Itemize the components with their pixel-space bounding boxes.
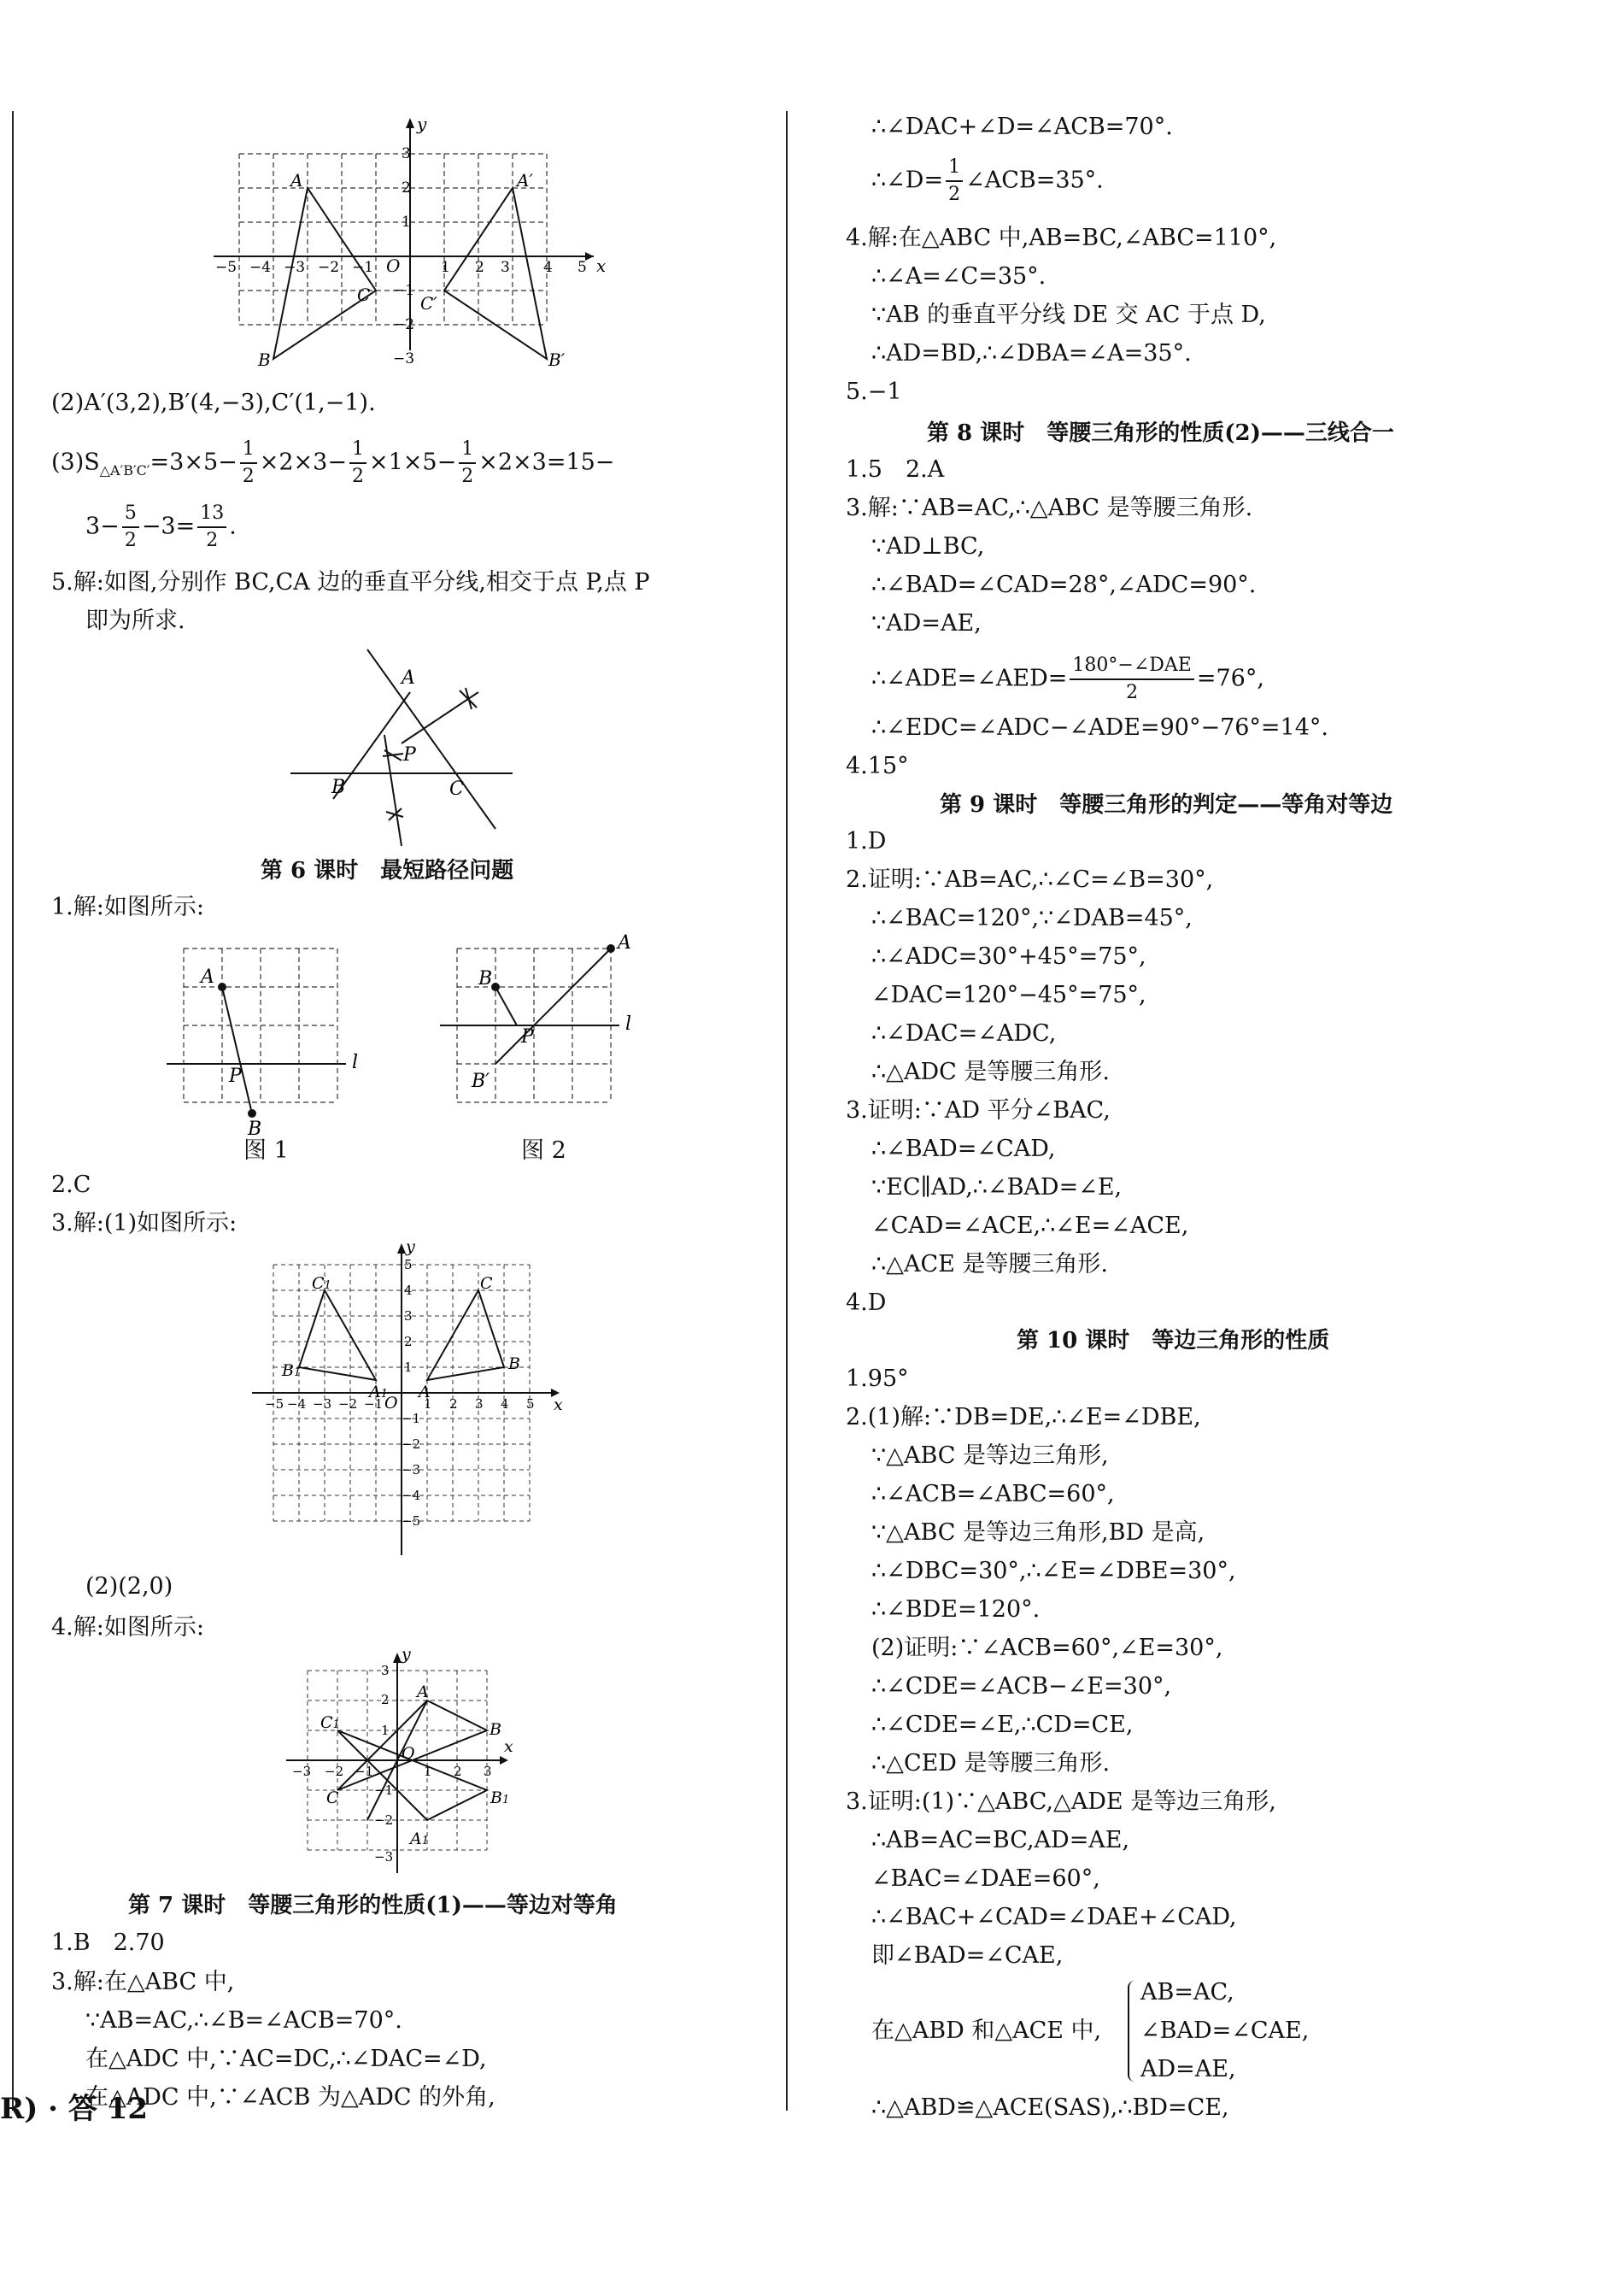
svg-text:−3: −3 bbox=[284, 259, 306, 276]
answer-line: 3.解:在△ABC 中, bbox=[51, 1969, 235, 1995]
svg-text:5: 5 bbox=[577, 259, 587, 276]
numerator: 1 bbox=[349, 440, 366, 464]
svg-text:A: A bbox=[419, 1383, 431, 1401]
svg-text:3: 3 bbox=[475, 1396, 484, 1412]
system-brace bbox=[1128, 1981, 1138, 2082]
svg-text:y: y bbox=[402, 1645, 411, 1664]
svg-text:−3: −3 bbox=[292, 1764, 312, 1779]
answer-line: ∴△ACE 是等腰三角形. bbox=[871, 1251, 1108, 1277]
svg-text:1: 1 bbox=[424, 1764, 432, 1779]
svg-text:A: A bbox=[618, 932, 631, 954]
svg-text:1: 1 bbox=[404, 1360, 413, 1375]
svg-text:B: B bbox=[478, 968, 493, 990]
svg-text:−1: −1 bbox=[364, 1396, 384, 1412]
svg-text:−1: −1 bbox=[393, 282, 415, 299]
svg-text:3: 3 bbox=[381, 1663, 390, 1678]
fraction bbox=[459, 440, 476, 486]
answer-line: ∴∠BAD=∠CAD, bbox=[871, 1136, 1056, 1162]
shortest-path-figure-2 bbox=[436, 931, 649, 1102]
answer-line: ∴∠DBC=30°,∴∠E=∠DBE=30°, bbox=[871, 1558, 1236, 1584]
svg-text:P: P bbox=[229, 1066, 242, 1087]
svg-text:1: 1 bbox=[381, 1723, 390, 1738]
svg-text:y: y bbox=[417, 114, 427, 134]
svg-text:C1: C1 bbox=[312, 1274, 331, 1293]
svg-text:A1: A1 bbox=[369, 1383, 389, 1401]
answer-line: 3.证明:∵AD 平分∠BAC, bbox=[846, 1097, 1111, 1124]
svg-text:C: C bbox=[480, 1274, 493, 1293]
answer-line: ∴∠BAD=∠CAD=28°,∠ADC=90°. bbox=[871, 572, 1257, 598]
numerator: 1 bbox=[946, 158, 963, 182]
answer-line: ∴∠BAC=120°,∵∠DAB=45°, bbox=[871, 905, 1193, 931]
svg-text:−3: −3 bbox=[393, 350, 415, 367]
denominator: 2 bbox=[948, 184, 961, 205]
svg-text:−2: −2 bbox=[374, 1812, 394, 1828]
answer-line: ∵AB=AC,∴∠B=∠ACB=70°. bbox=[85, 2007, 402, 2034]
answer-line: ∵AD⊥BC, bbox=[871, 533, 985, 560]
answer-line: ∴∠BDE=120°. bbox=[871, 1596, 1041, 1623]
subscript: △A′B′C′ bbox=[99, 461, 150, 479]
text: ×2×3=15− bbox=[478, 449, 615, 476]
text: ∴∠ADE=∠AED= bbox=[871, 665, 1068, 692]
answer-line: 2.证明:∵AB=AC,∴∠C=∠B=30°, bbox=[846, 866, 1214, 893]
svg-text:O: O bbox=[402, 1744, 415, 1763]
svg-text:−1: −1 bbox=[355, 1764, 374, 1779]
condition-line: ∠BAD=∠CAE, bbox=[1140, 2018, 1310, 2044]
answer-line: ∴∠A=∠C=35°. bbox=[871, 263, 1047, 290]
section-heading: 第 10 课时 等边三角形的性质 bbox=[1017, 1328, 1330, 1354]
svg-text:B1: B1 bbox=[282, 1361, 302, 1380]
answer-line: 1.95° bbox=[846, 1366, 909, 1392]
svg-text:l: l bbox=[625, 1013, 632, 1035]
answer-line: ∠BAC=∠DAE=60°, bbox=[871, 1865, 1100, 1892]
answer-line: ∴AB=AC=BC,AD=AE, bbox=[871, 1827, 1130, 1853]
answer-line: 1.B 2.70 bbox=[51, 1929, 165, 1956]
svg-text:C′: C′ bbox=[420, 293, 437, 314]
answer-line: ∴△ADC 是等腰三角形. bbox=[871, 1059, 1110, 1085]
svg-text:C1: C1 bbox=[320, 1713, 340, 1732]
svg-text:−3: −3 bbox=[374, 1849, 394, 1865]
text: −3= bbox=[141, 513, 196, 540]
svg-text:−1: −1 bbox=[352, 259, 374, 276]
svg-text:2: 2 bbox=[449, 1396, 458, 1412]
svg-text:B: B bbox=[490, 1720, 501, 1739]
section-heading: 第 9 课时 等腰三角形的判定——等角对等边 bbox=[940, 792, 1393, 818]
svg-text:−4: −4 bbox=[402, 1488, 421, 1503]
answer-line: 1.解:如图所示: bbox=[51, 894, 204, 920]
svg-text:x: x bbox=[554, 1395, 563, 1414]
reflection-graph-figure bbox=[205, 111, 615, 370]
text: 3− bbox=[85, 513, 120, 540]
text: (3)S bbox=[51, 449, 100, 476]
svg-text:A: A bbox=[417, 1683, 429, 1701]
svg-text:B: B bbox=[508, 1354, 520, 1373]
answer-line: ∴∠CDE=∠ACB−∠E=30°, bbox=[871, 1673, 1172, 1700]
denominator: 2 bbox=[1126, 682, 1139, 703]
denominator: 2 bbox=[461, 466, 474, 487]
svg-text:2: 2 bbox=[402, 179, 411, 197]
left-margin-rule bbox=[12, 111, 14, 2111]
numerator: 5 bbox=[122, 504, 139, 528]
answer-line: ∴∠DAC=∠ADC, bbox=[871, 1020, 1057, 1047]
answer-line: (2)证明:∵∠ACB=60°,∠E=30°, bbox=[871, 1635, 1223, 1661]
answer-line: 1.D bbox=[846, 828, 887, 855]
svg-text:P: P bbox=[521, 1026, 534, 1048]
svg-text:−5: −5 bbox=[402, 1513, 421, 1529]
svg-text:4: 4 bbox=[404, 1283, 413, 1298]
answer-line: 在△ABD 和△ACE 中, bbox=[871, 2018, 1102, 2044]
answer-line: 1.5 2.A bbox=[846, 456, 945, 483]
answer-line: ∴∠BAC+∠CAD=∠DAE+∠CAD, bbox=[871, 1904, 1237, 1930]
svg-text:B1: B1 bbox=[490, 1788, 510, 1807]
fraction bbox=[946, 158, 963, 204]
svg-text:−2: −2 bbox=[325, 1764, 344, 1779]
svg-text:−4: −4 bbox=[249, 259, 272, 276]
text: . bbox=[229, 513, 237, 540]
svg-text:B: B bbox=[248, 1119, 262, 1140]
svg-text:C: C bbox=[449, 778, 464, 800]
svg-text:3: 3 bbox=[404, 1308, 413, 1324]
svg-text:−1: −1 bbox=[374, 1783, 394, 1798]
svg-text:2: 2 bbox=[454, 1764, 462, 1779]
svg-text:B′: B′ bbox=[472, 1071, 490, 1092]
text: =76°, bbox=[1196, 665, 1264, 692]
svg-text:O: O bbox=[384, 1394, 398, 1413]
svg-text:O: O bbox=[386, 255, 401, 276]
svg-text:−5: −5 bbox=[215, 259, 237, 276]
answer-line bbox=[871, 158, 1104, 204]
answer-line: ∵△ABC 是等边三角形,BD 是高, bbox=[871, 1519, 1205, 1546]
numerator: 1 bbox=[459, 440, 476, 464]
svg-text:A: A bbox=[402, 667, 415, 689]
shortest-path-figure-1 bbox=[162, 940, 384, 1140]
answer-line: ∵EC∥AD,∴∠BAD=∠E, bbox=[871, 1174, 1123, 1201]
fraction bbox=[1070, 656, 1193, 702]
answer-line: ∴∠ACB=∠ABC=60°, bbox=[871, 1481, 1115, 1507]
answer-line: 3.解:(1)如图所示: bbox=[51, 1210, 237, 1236]
svg-text:3: 3 bbox=[402, 145, 411, 162]
answer-line: 2.C bbox=[51, 1172, 91, 1198]
svg-text:2: 2 bbox=[381, 1692, 390, 1707]
answer-line: 4.解:如图所示: bbox=[51, 1614, 204, 1641]
fraction bbox=[349, 440, 366, 486]
svg-text:3: 3 bbox=[484, 1764, 492, 1779]
answer-line: 2.(1)解:∵DB=DE,∴∠E=∠DBE, bbox=[846, 1404, 1201, 1430]
fraction bbox=[122, 504, 139, 550]
svg-text:−1: −1 bbox=[402, 1411, 421, 1426]
answer-line: 5.解:如图,分别作 BC,CA 边的垂直平分线,相交于点 P,点 P bbox=[51, 569, 650, 596]
area-formula-line bbox=[85, 504, 237, 550]
svg-text:l: l bbox=[352, 1052, 359, 1073]
page-footer: R) · 答 12 bbox=[0, 2092, 149, 2126]
answer-line: ∴∠DAC+∠D=∠ACB=70°. bbox=[871, 114, 1173, 140]
denominator: 2 bbox=[124, 530, 137, 551]
svg-text:−2: −2 bbox=[338, 1396, 358, 1412]
svg-text:−4: −4 bbox=[287, 1396, 307, 1412]
answer-line bbox=[871, 656, 1264, 702]
svg-text:−2: −2 bbox=[402, 1436, 421, 1452]
answer-line: ∴∠CDE=∠E,∴CD=CE, bbox=[871, 1712, 1134, 1738]
svg-text:y: y bbox=[406, 1237, 415, 1256]
svg-text:B: B bbox=[258, 349, 271, 370]
svg-text:x: x bbox=[504, 1737, 513, 1756]
figure-caption: 图 1 bbox=[243, 1137, 289, 1164]
svg-text:x: x bbox=[596, 255, 607, 276]
answer-line: ∵AD=AE, bbox=[871, 610, 982, 637]
area-formula-line bbox=[51, 440, 614, 486]
answer-line: (2)(2,0) bbox=[85, 1573, 173, 1600]
svg-text:C: C bbox=[326, 1788, 339, 1807]
perpendicular-bisector-figure bbox=[273, 649, 530, 846]
answer-line: ∠DAC=120°−45°=75°, bbox=[871, 982, 1146, 1008]
text: ×1×5− bbox=[368, 449, 457, 476]
answer-line: 在△ADC 中,∵∠ACB 为△ADC 的外角, bbox=[85, 2084, 495, 2111]
figure-caption: 图 2 bbox=[521, 1137, 566, 1164]
svg-text:−3: −3 bbox=[313, 1396, 332, 1412]
svg-text:−2: −2 bbox=[393, 316, 415, 333]
answer-line: (2)A′(3,2),B′(4,−3),C′(1,−1). bbox=[51, 390, 376, 416]
text: ×2×3− bbox=[259, 449, 347, 476]
svg-text:P: P bbox=[403, 744, 416, 766]
svg-text:4: 4 bbox=[543, 259, 553, 276]
answer-line: ∠CAD=∠ACE,∴∠E=∠ACE, bbox=[871, 1213, 1189, 1239]
svg-text:A′: A′ bbox=[517, 170, 533, 191]
svg-text:5: 5 bbox=[404, 1257, 413, 1272]
column-divider bbox=[786, 111, 788, 2111]
answer-line: 即为所求. bbox=[85, 608, 185, 634]
answer-line: 在△ADC 中,∵AC=DC,∴∠DAC=∠D, bbox=[85, 2046, 487, 2072]
svg-text:1: 1 bbox=[441, 259, 450, 276]
symmetry-grid-figure bbox=[273, 1645, 530, 1880]
svg-text:2: 2 bbox=[475, 259, 484, 276]
section-heading: 第 6 课时 最短路径问题 bbox=[261, 858, 514, 884]
section-heading: 第 7 课时 等腰三角形的性质(1)——等边对等角 bbox=[128, 1893, 618, 1918]
section-heading: 第 8 课时 等腰三角形的性质(2)——三线合一 bbox=[927, 420, 1394, 446]
svg-text:C: C bbox=[357, 285, 371, 305]
answer-line: ∵AB 的垂直平分线 DE 交 AC 于点 D, bbox=[871, 302, 1266, 328]
answer-line: ∴∠ADC=30°+45°=75°, bbox=[871, 943, 1146, 970]
text: ∠ACB=35°. bbox=[965, 167, 1104, 194]
condition-line: AD=AE, bbox=[1140, 2056, 1236, 2082]
svg-text:B′: B′ bbox=[548, 349, 566, 370]
numerator: 1 bbox=[240, 440, 257, 464]
text: =3×5− bbox=[150, 449, 237, 476]
answer-line: ∴△CED 是等腰三角形. bbox=[871, 1750, 1111, 1777]
svg-text:5: 5 bbox=[526, 1396, 535, 1412]
numerator: 13 bbox=[197, 504, 226, 528]
svg-text:3: 3 bbox=[501, 259, 510, 276]
svg-text:B: B bbox=[331, 777, 346, 798]
answer-line: ∴AD=BD,∴∠DBA=∠A=35°. bbox=[871, 340, 1192, 367]
denominator: 2 bbox=[242, 466, 255, 487]
denominator: 2 bbox=[206, 530, 219, 551]
answer-line: 5.−1 bbox=[846, 379, 902, 405]
svg-text:4: 4 bbox=[501, 1396, 509, 1412]
answer-line: ∴△ABD≌△ACE(SAS),∴BD=CE, bbox=[871, 2094, 1229, 2121]
answer-line: 4.D bbox=[846, 1289, 887, 1316]
svg-text:1: 1 bbox=[402, 214, 411, 231]
answer-line: 4.解:在△ABC 中,AB=BC,∠ABC=110°, bbox=[846, 225, 1277, 251]
svg-text:2: 2 bbox=[404, 1334, 413, 1349]
svg-text:A: A bbox=[201, 966, 214, 988]
svg-text:A1: A1 bbox=[410, 1830, 430, 1848]
answer-line: 4.15° bbox=[846, 753, 909, 779]
answer-line: 3.解:∵AB=AC,∴△ABC 是等腰三角形. bbox=[846, 495, 1253, 521]
svg-text:1: 1 bbox=[424, 1396, 432, 1412]
numerator: 180°−∠DAE bbox=[1070, 656, 1193, 680]
denominator: 2 bbox=[351, 466, 364, 487]
svg-text:A: A bbox=[290, 170, 303, 191]
condition-line: AB=AC, bbox=[1140, 1979, 1234, 2006]
answer-line: ∵△ABC 是等边三角形, bbox=[871, 1442, 1109, 1469]
svg-text:−2: −2 bbox=[318, 259, 340, 276]
text: ∴∠D= bbox=[871, 167, 944, 194]
reflection-grid-figure bbox=[248, 1239, 572, 1564]
fraction bbox=[197, 504, 226, 550]
answer-line: 3.证明:(1)∵△ABC,△ADE 是等边三角形, bbox=[846, 1788, 1276, 1815]
answer-line: ∴∠EDC=∠ADC−∠ADE=90°−76°=14°. bbox=[871, 714, 1328, 741]
fraction bbox=[240, 440, 257, 486]
svg-text:−3: −3 bbox=[402, 1462, 421, 1477]
answer-line: 即∠BAD=∠CAE, bbox=[871, 1942, 1064, 1969]
svg-text:−5: −5 bbox=[265, 1396, 284, 1412]
